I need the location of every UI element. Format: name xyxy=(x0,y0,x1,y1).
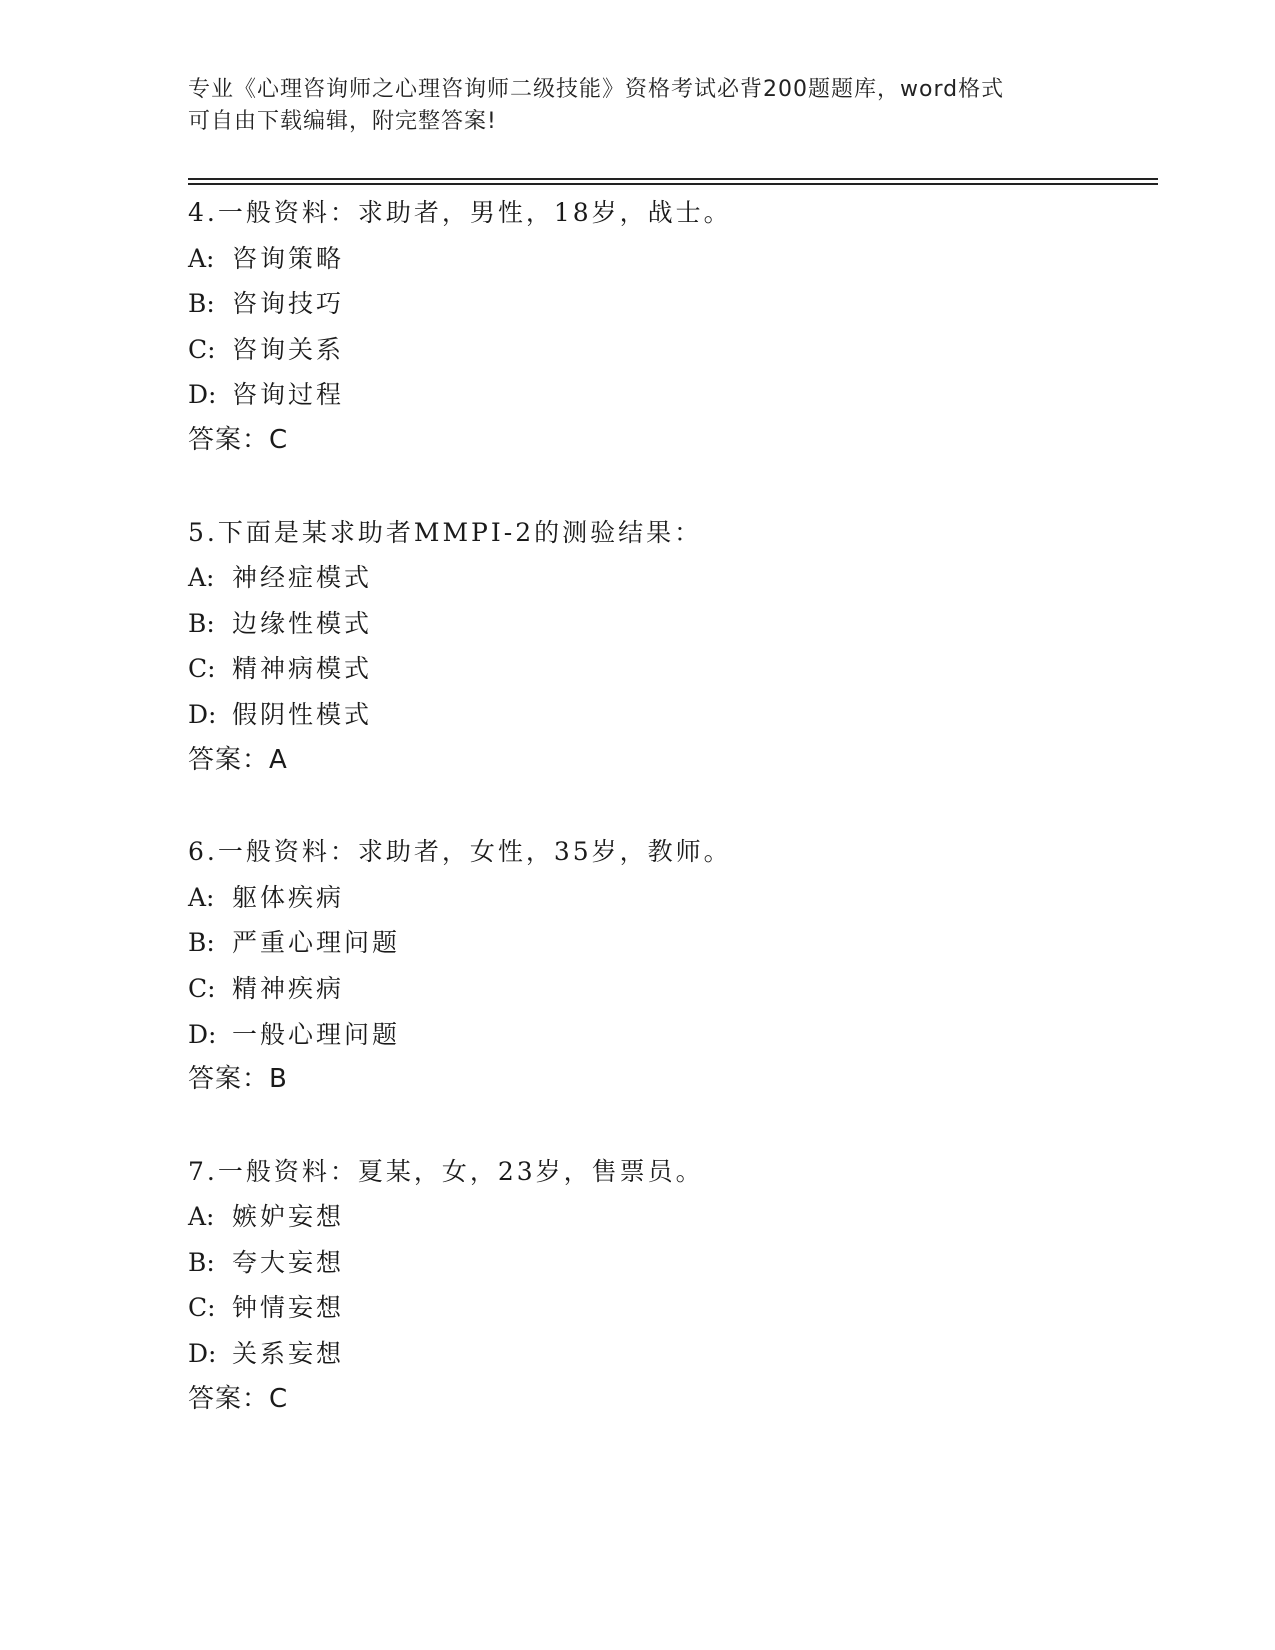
answer-line: 答案：C xyxy=(188,1383,289,1414)
option-b xyxy=(188,920,1148,966)
answer-line: 答案：C xyxy=(188,424,289,455)
header-title-line-1: 专业《心理咨询师之心理咨询师二级技能》资格考试必背200题题库，word格式 xyxy=(188,77,1005,102)
question-5 xyxy=(188,510,1148,784)
option-text: 严重心理问题 xyxy=(232,928,401,958)
option-text: 咨询关系 xyxy=(232,334,345,364)
option-text: 咨询策略 xyxy=(232,243,345,273)
option-text: 边缘性模式 xyxy=(232,608,373,638)
option-letter: D: xyxy=(188,380,217,410)
option-letter: C: xyxy=(188,654,216,684)
option-letter: D: xyxy=(188,699,217,729)
option-text: 一般心理问题 xyxy=(232,1019,401,1049)
header-divider-top xyxy=(188,178,1158,180)
header-divider-bottom xyxy=(188,183,1158,185)
option-letter: A: xyxy=(188,563,215,593)
option-letter: C: xyxy=(188,973,216,1003)
question-4 xyxy=(188,190,1148,464)
option-text: 躯体疾病 xyxy=(232,882,345,912)
question-7 xyxy=(188,1149,1148,1423)
option-text: 咨询技巧 xyxy=(232,289,345,319)
question-stem: 6.一般资料：求助者，女性，35岁，教师。 xyxy=(188,837,732,867)
question-list xyxy=(188,190,1148,1468)
answer-line: 答案：A xyxy=(188,744,288,775)
option-d xyxy=(188,372,1148,418)
option-letter: B: xyxy=(188,608,215,638)
question-stem: 5.下面是某求助者MMPI-2的测验结果： xyxy=(188,517,703,547)
option-c xyxy=(188,966,1148,1012)
option-letter: D: xyxy=(188,1339,217,1369)
option-letter: A: xyxy=(188,243,215,273)
option-text: 假阴性模式 xyxy=(232,699,373,729)
option-d xyxy=(188,692,1148,738)
option-c xyxy=(188,1285,1148,1331)
option-letter: D: xyxy=(188,1019,217,1049)
option-text: 精神病模式 xyxy=(232,654,373,684)
option-text: 夸大妄想 xyxy=(232,1247,345,1277)
option-text: 咨询过程 xyxy=(232,380,345,410)
option-letter: B: xyxy=(188,928,215,958)
option-b xyxy=(188,1240,1148,1286)
question-stem: 4.一般资料：求助者，男性，18岁，战士。 xyxy=(188,198,732,227)
option-letter: A: xyxy=(188,882,215,912)
question-stem: 7.一般资料：夏某，女，23岁，售票员。 xyxy=(188,1156,704,1186)
option-text: 关系妄想 xyxy=(232,1339,345,1369)
question-6 xyxy=(188,829,1148,1103)
option-letter: C: xyxy=(188,1293,216,1323)
option-d xyxy=(188,1012,1148,1058)
option-letter: B: xyxy=(188,289,215,319)
option-a xyxy=(188,236,1148,282)
option-text: 精神疾病 xyxy=(232,973,345,1003)
document-header xyxy=(188,74,1068,138)
answer-line: 答案：B xyxy=(188,1064,288,1095)
option-b xyxy=(188,601,1148,647)
option-letter: C: xyxy=(188,334,216,364)
option-letter: A: xyxy=(188,1202,215,1232)
header-title-line-2: 可自由下载编辑，附完整答案! xyxy=(188,109,497,134)
option-text: 神经症模式 xyxy=(232,563,373,593)
option-a xyxy=(188,875,1148,921)
option-b xyxy=(188,281,1148,327)
option-text: 嫉妒妄想 xyxy=(232,1202,345,1232)
option-letter: B: xyxy=(188,1247,215,1277)
option-c xyxy=(188,646,1148,692)
option-d xyxy=(188,1331,1148,1377)
option-c xyxy=(188,327,1148,373)
option-text: 钟情妄想 xyxy=(232,1293,345,1323)
option-a xyxy=(188,1194,1148,1240)
option-a xyxy=(188,555,1148,601)
